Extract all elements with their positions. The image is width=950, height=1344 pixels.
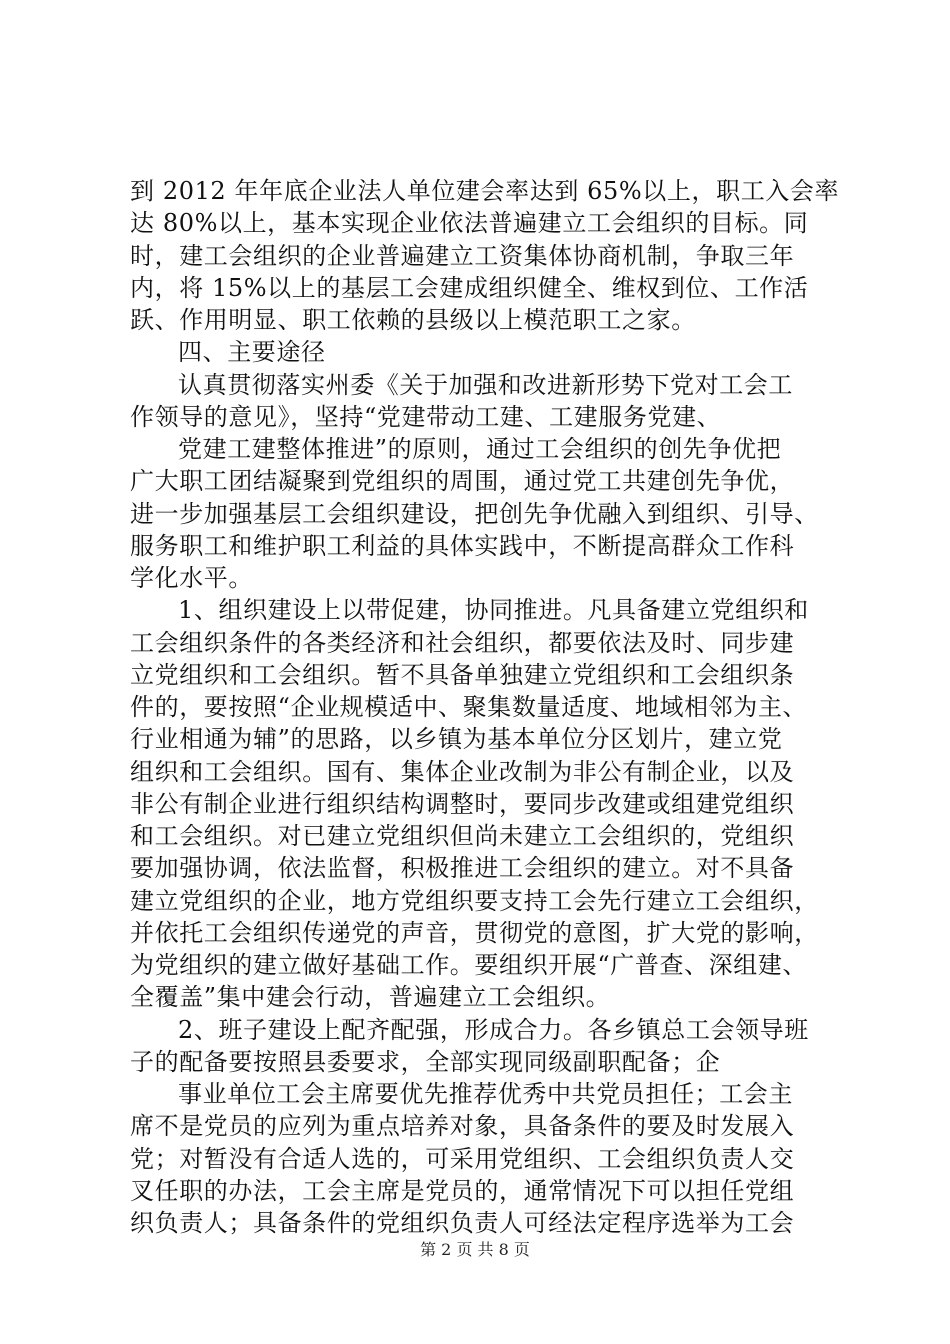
text-line: 时，建工会组织的企业普遍建立工资集体协商机制，争取三年 <box>130 242 795 270</box>
text-line: 织负责人；具备条件的党组织负责人可经法定程序选举为工会 <box>130 1209 795 1237</box>
text-line: 组织和工会组织。国有、集体企业改制为非公有制企业，以及 <box>130 758 795 786</box>
text-line: 全覆盖”集中建会行动，普遍建立工会组织。 <box>130 983 611 1011</box>
text-line: 达 80%以上，基本实现企业依法普遍建立工会组织的目标。同 <box>130 209 809 237</box>
text-line: 进一步加强基层工会组织建设，把创先争优融入到组织、引导、 <box>130 500 819 528</box>
text-line: 席不是党员的应列为重点培养对象，具备条件的要及时发展入 <box>130 1112 795 1140</box>
text-line: 子的配备要按照县委要求，全部实现同级副职配备；企 <box>130 1048 721 1076</box>
text-line: 叉任职的办法，工会主席是党员的，通常情况下可以担任党组 <box>130 1177 795 1205</box>
text-line: 件的，要按照“企业规模适中、聚集数量适度、地域相邻为主、 <box>130 693 808 721</box>
text-line: 立党组织和工会组织。暂不具备单独建立党组织和工会组织条 <box>130 661 795 689</box>
text-line: 事业单位工会主席要优先推荐优秀中共党员担任；工会主 <box>178 1080 793 1108</box>
text-line: 非公有制企业进行组织结构调整时，要同步改建或组建党组织 <box>130 790 795 818</box>
text-line: 到 2012 年年底企业法人单位建会率达到 65%以上，职工入会率 <box>130 177 840 205</box>
text-line: 学化水平。 <box>130 564 253 592</box>
text-line: 认真贯彻落实州委《关于加强和改进新形势下党对工会工 <box>178 371 793 399</box>
page-footer: 第 2 页 共 8 页 <box>420 1240 530 1259</box>
text-line: 内，将 15%以上的基层工会建成组织健全、维权到位、工作活 <box>130 274 809 302</box>
text-line: 服务职工和维护职工利益的具体实践中，不断提高群众工作科 <box>130 532 795 560</box>
text-line: 党建工建整体推进”的原则，通过工会组织的创先争优把 <box>178 435 782 463</box>
text-line: 2、班子建设上配齐配强，形成合力。各乡镇总工会领导班 <box>178 1016 809 1044</box>
text-line: 和工会组织。对已建立党组织但尚未建立工会组织的，党组织 <box>130 822 795 850</box>
text-line: 党；对暂没有合适人选的，可采用党组织、工会组织负责人交 <box>130 1145 795 1173</box>
text-line: 作领导的意见》，坚持“党建带动工建、工建服务党建、 <box>130 403 722 431</box>
text-line: 要加强协调，依法监督，积极推进工会组织的建立。对不具备 <box>130 854 795 882</box>
text-line: 跃、作用明显、职工依赖的县级以上模范职工之家。 <box>130 306 696 334</box>
text-line: 并依托工会组织传递党的声音，贯彻党的意图，扩大党的影响， <box>130 919 819 947</box>
text-line: 1、组织建设上以带促建，协同推进。凡具备建立党组织和 <box>178 596 809 624</box>
text-line: 行业相通为辅”的思路，以乡镇为基本单位分区划片，建立党 <box>130 725 783 753</box>
text-line: 广大职工团结凝聚到党组织的周围，通过党工共建创先争优， <box>130 467 795 495</box>
section-heading: 四、主要途径 <box>178 338 326 366</box>
text-line: 工会组织条件的各类经济和社会组织，都要依法及时、同步建 <box>130 629 795 657</box>
text-line: 为党组织的建立做好基础工作。要组织开展“广普查、深组建、 <box>130 951 808 979</box>
text-line: 建立党组织的企业，地方党组织要支持工会先行建立工会组织， <box>130 887 819 915</box>
